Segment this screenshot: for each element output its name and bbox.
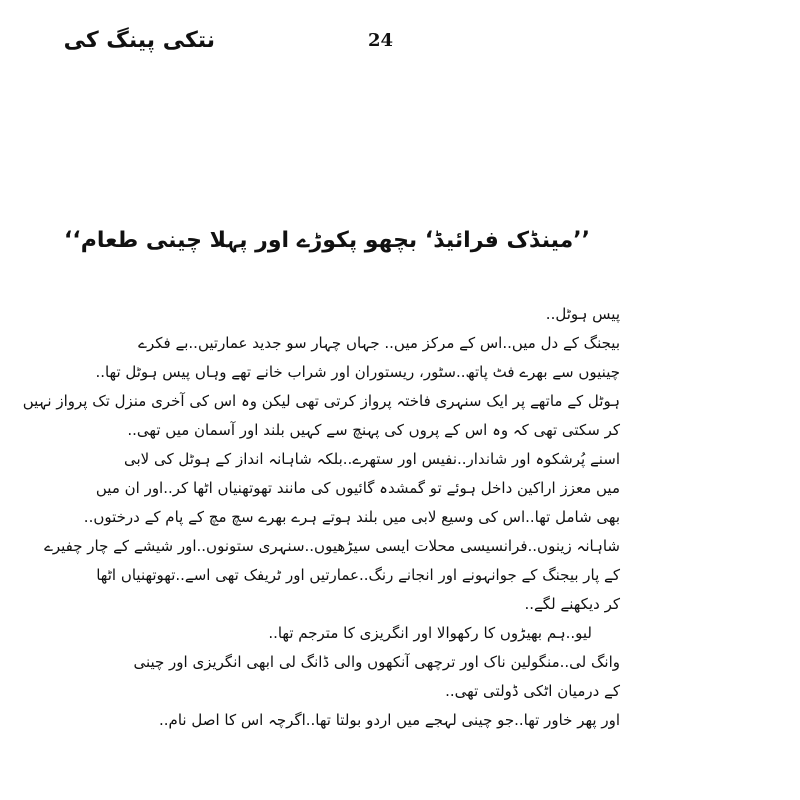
body-line: بھی شامل تھا..اس کی وسیع لابی میں بلند ہوتے ہرے بھرے سچ مچ کے پام کے درختوں.. bbox=[83, 508, 620, 526]
body-line: شاہانہ زینوں..فرانسیسی محلات ایسی سیڑھیوں..سنہری ستونوں..اور شیشے کے چار چفیرے bbox=[44, 537, 620, 555]
body-line: کے پار بیجنگ کے جوانہونے اور انجانے رنگ..عمارتیں اور ٹریفک تھی اسے..تھوتھنیاں اٹھا bbox=[96, 566, 620, 584]
body-line: کر دیکھنے لگے.. bbox=[524, 595, 620, 613]
chapter-title: ’’مینڈک فرائیڈ‘ بچھو پکوڑے اور پہلا چینی طعام‘‘ bbox=[64, 228, 590, 253]
body-line: پیس ہوٹل.. bbox=[545, 305, 620, 323]
body-line: اسنے پُرشکوہ اور شاندار..نفیس اور ستھرے..بلکہ شاہانہ انداز کے ہوٹل کی لابی bbox=[124, 450, 620, 468]
body-line: کر سکتی تھی کہ وہ اس کے پروں کی پہنچ سے کہیں بلند اور آسمان میں تھی.. bbox=[127, 421, 620, 439]
body-line: بیجنگ کے دل میں..اس کے مرکز میں.. جہاں چہار سو جدید عمارتیں..بے فکرے bbox=[138, 334, 620, 352]
body-line: اور پھر خاور تھا..جو چینی لہجے میں اردو بولتا تھا..اگرچہ اس کا اصل نام.. bbox=[159, 711, 620, 729]
body-line: چینیوں سے بھرے فٹ پاتھ..سٹور، ریستوران اور شراب خانے تھے وہاں پیس ہوٹل تھا.. bbox=[95, 363, 620, 381]
running-header-title: نتکی پینگ کی bbox=[63, 28, 215, 53]
body-line: وانگ لی..منگولین ناک اور ترچھی آنکھوں والی ڈانگ لی ابھی انگریزی اور چینی bbox=[133, 653, 620, 671]
page-number: 24 bbox=[368, 30, 394, 51]
body-text bbox=[22, 300, 620, 735]
body-line: میں معزز اراکین داخل ہوئے تو گمشدہ گائیوں کی مانند تھوتھنیاں اٹھا کر..اور ان میں bbox=[95, 479, 620, 497]
body-line: ہوٹل کے ماتھے پر ایک سنہری فاختہ پرواز کرتی تھی لیکن وہ اس کی آخری منزل تک پرواز نہیں bbox=[22, 392, 620, 410]
body-line: کے درمیان اٹکی ڈولتی تھی.. bbox=[445, 682, 620, 700]
body-line: لیو..ہم بھیڑوں کا رکھوالا اور انگریزی کا مترجم تھا.. bbox=[268, 624, 592, 642]
